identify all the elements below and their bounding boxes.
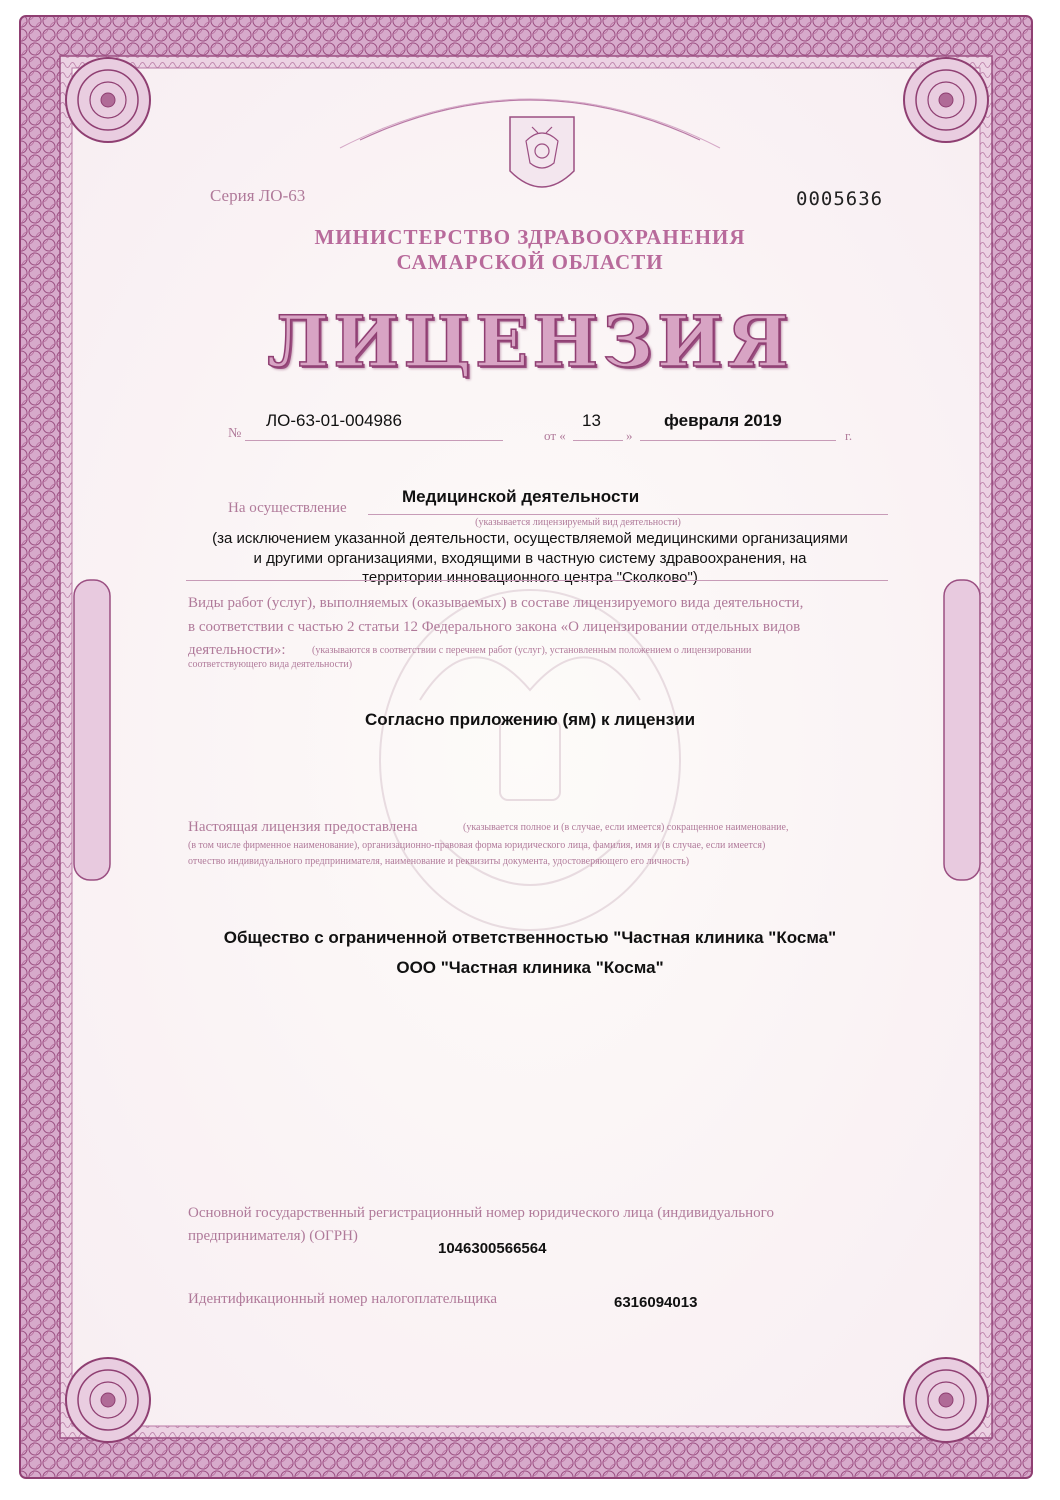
exception-line-2: и другими организациями, входящими в частную систему здравоохранения, на bbox=[253, 550, 807, 567]
works-value: Согласно приложению (ям) к лицензии bbox=[364, 710, 696, 729]
granted-hint-3: отчество индивидуального предпринимателя, наименование и реквизиты документа, удостоверяющего его личность) bbox=[188, 856, 690, 867]
ogrn-label-line-1: Основной государственный регистрационный номер юридического лица (индивидуального bbox=[188, 1205, 774, 1221]
granted-hint-2: (в том числе фирменное наименование), организационно-правовая форма юридического лица, фамилия, имя и (в случае, если имеется) bbox=[188, 840, 766, 851]
year-suffix: г. bbox=[845, 428, 853, 443]
day-underline bbox=[573, 440, 623, 441]
exception-line-3: территории инновационного центра "Сколково") bbox=[362, 569, 698, 586]
ogrn-label-line-2: предпринимателя) (ОГРН) bbox=[188, 1228, 358, 1244]
serial-number: 0005636 bbox=[796, 188, 884, 210]
licensee-short-name: ООО "Частная клиника "Косма" bbox=[396, 958, 664, 977]
activity-value: Медицинской деятельности bbox=[402, 487, 640, 506]
activity-label: На осуществление bbox=[228, 500, 347, 516]
works-hint-2: соответствующего вида деятельности) bbox=[188, 659, 353, 670]
license-day: 13 bbox=[582, 411, 601, 430]
ministry-name-line1: МИНИСТЕРСТВО ЗДРАВООХРАНЕНИЯ bbox=[314, 225, 746, 249]
inn-label: Идентификационный номер налогоплательщика bbox=[188, 1291, 498, 1307]
month-underline bbox=[640, 440, 836, 441]
number-underline bbox=[245, 440, 503, 441]
works-hint-1: (указываются в соответствии с перечнем работ (услуг), установленным положением о лицензировании bbox=[312, 645, 752, 656]
works-line-2: в соответствии с частью 2 статьи 12 Федерального закона «О лицензировании отдельных видов bbox=[188, 619, 801, 635]
activity-underline bbox=[368, 514, 888, 515]
ministry-name-line2: САМАРСКОЙ ОБЛАСТИ bbox=[396, 250, 664, 274]
ogrn-value: 1046300566564 bbox=[438, 1240, 547, 1257]
coat-of-arms-icon bbox=[510, 117, 574, 187]
licensee-full-name: Общество с ограниченной ответственностью "Частная клиника "Косма" bbox=[223, 928, 837, 947]
granted-label: Настоящая лицензия предоставлена bbox=[188, 819, 418, 835]
license-month-year: февраля 2019 bbox=[664, 411, 782, 430]
exception-line-1: (за исключением указанной деятельности, осуществляемой медицинскими организациями bbox=[212, 530, 848, 547]
inn-value: 6316094013 bbox=[614, 1294, 698, 1311]
date-from-label: от « bbox=[544, 428, 566, 443]
granted-hint-1: (указывается полное и (в случае, если имеется) сокращенное наименование, bbox=[463, 822, 789, 833]
number-sign: № bbox=[228, 426, 242, 441]
date-close-quote: » bbox=[626, 428, 633, 443]
exception-underline bbox=[186, 580, 888, 581]
activity-hint: (указывается лицензируемый вид деятельности) bbox=[475, 517, 681, 528]
works-line-1: Виды работ (услуг), выполняемых (оказываемых) в составе лицензируемого вида деятельности, bbox=[188, 595, 804, 611]
document-title: ЛИЦЕНЗИЯ bbox=[267, 300, 793, 383]
works-line-3: деятельности»: bbox=[188, 642, 286, 658]
license-number: ЛО-63-01-004986 bbox=[266, 411, 402, 430]
series-label: Серия ЛО-63 bbox=[210, 186, 306, 205]
